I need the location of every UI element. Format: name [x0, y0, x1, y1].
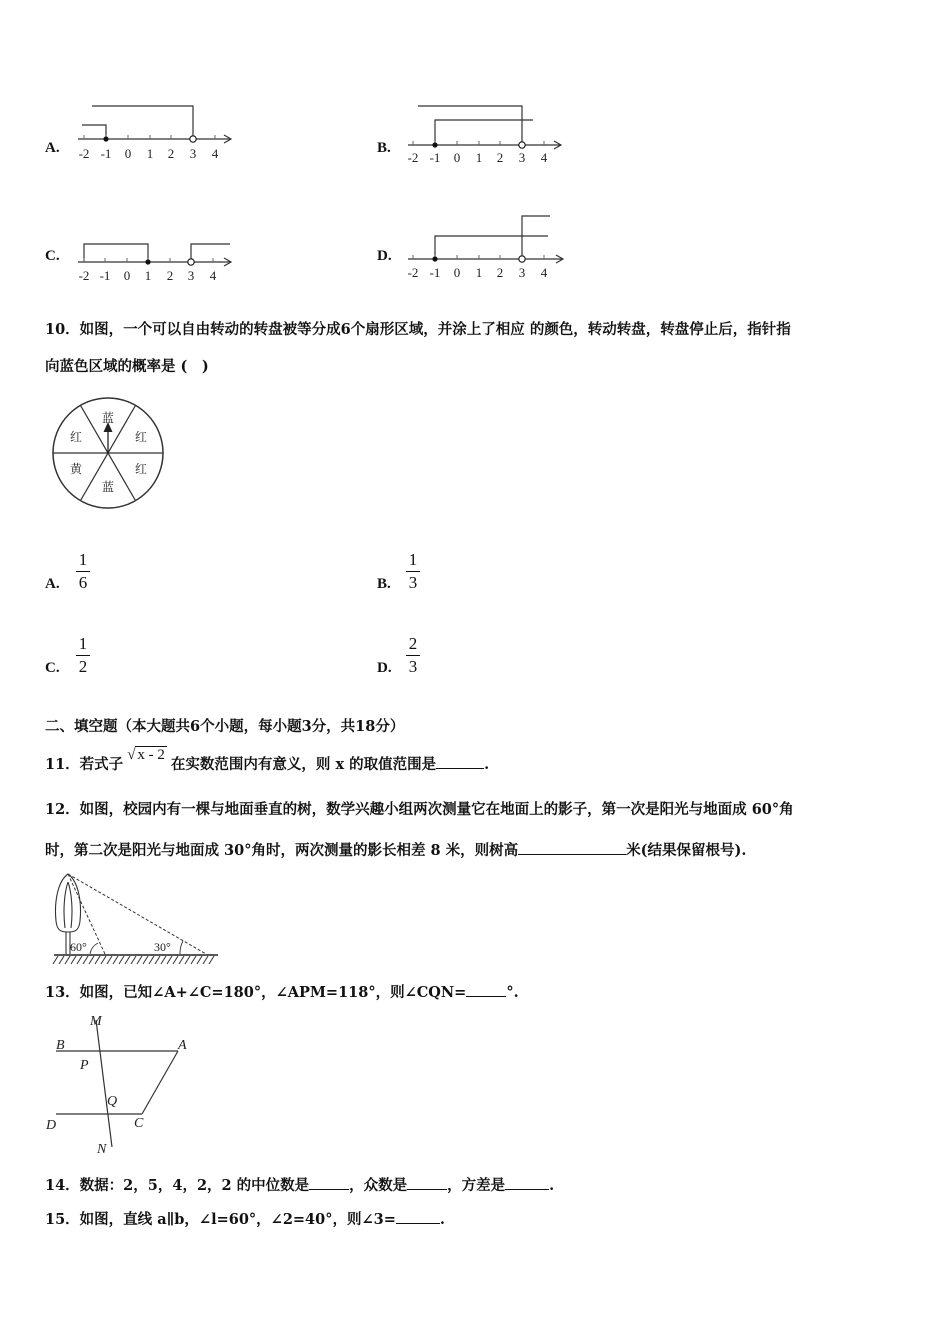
ground-hatch-mark	[209, 956, 214, 964]
point-label-c: C	[134, 1116, 144, 1131]
answer-blank-median[interactable]	[309, 1175, 349, 1190]
tick-label: 4	[540, 150, 548, 165]
tree-shadow-figure	[48, 866, 223, 970]
q13	[45, 982, 519, 1003]
point-label-n: N	[97, 1142, 107, 1157]
answer-blank[interactable]	[466, 982, 506, 997]
tick-label: -1	[429, 150, 441, 165]
tick-label: 2	[496, 150, 504, 165]
ground-hatch-mark	[161, 956, 166, 964]
number-line-c	[70, 232, 240, 290]
option-b-label: B.	[377, 140, 391, 156]
ground-hatch-mark	[89, 956, 94, 964]
angle-label-60: 60°	[70, 940, 87, 954]
q10-option-c-label: C.	[45, 660, 60, 676]
q10-option-d-fraction	[405, 634, 421, 677]
q15-end: .	[439, 1211, 445, 1228]
option-a-label: A.	[45, 140, 60, 156]
q11-prefix: 11．若式子	[45, 756, 124, 773]
q14-text-b: ，众数是	[349, 1177, 408, 1194]
ground-hatch-mark	[167, 956, 172, 964]
fraction-denominator: 6	[78, 573, 88, 592]
ground-hatch-mark	[149, 956, 154, 964]
spinner-sector-label: 红	[69, 430, 83, 444]
option-c-label: C.	[45, 248, 60, 264]
spinner-sector-label: 黄	[69, 462, 83, 476]
q12-line2-end: 米(结果保留根号).	[626, 842, 747, 859]
q10-line1: 10．如图，一个可以自由转动的转盘被等分成6个扇形区域，并涂上了相应 的颜色，转动转盘，转盘停止后，指针指	[45, 321, 791, 338]
point-label-p: P	[80, 1058, 89, 1073]
tick-label: 0	[453, 150, 461, 165]
ground-hatch-mark	[119, 956, 124, 964]
sqrt-icon: √	[127, 747, 136, 763]
ground-hatch-mark	[131, 956, 136, 964]
tick-label: 0	[123, 268, 131, 283]
ground-hatch-mark	[113, 956, 118, 964]
tick-label: 4	[209, 268, 217, 283]
spinner-sector-label: 蓝	[101, 480, 115, 494]
spinner-sector-label: 蓝	[101, 411, 115, 425]
tick-label: 3	[187, 268, 195, 283]
tick-label: 0	[453, 265, 461, 280]
ground-hatch-mark	[179, 956, 184, 964]
point-label-a: A	[178, 1038, 187, 1053]
point-label-m: M	[90, 1014, 102, 1029]
number-line-a	[70, 98, 240, 168]
q10-option-c-fraction	[75, 634, 91, 677]
q10-option-a-fraction	[75, 550, 91, 593]
ground-hatch-mark	[95, 956, 100, 964]
q11	[45, 747, 490, 775]
ground-hatch-mark	[185, 956, 190, 964]
ground-hatch-mark	[83, 956, 88, 964]
ground-hatch-mark	[173, 956, 178, 964]
fraction-numerator: 1	[408, 550, 418, 569]
tick-label: -1	[100, 146, 112, 161]
q12-line1: 12．如图，校园内有一棵与地面垂直的树，数学兴趣小组两次测量它在地面上的影子，第一次是阳光与地面成 60°角	[45, 801, 794, 818]
ground-hatch-mark	[71, 956, 76, 964]
point-label-d: D	[46, 1118, 57, 1133]
q12-line2-text: 时，第二次是阳光与地面成 30°角时，两次测量的影长相差 8 米，则树高	[45, 842, 519, 859]
spinner-sector-label: 红	[134, 462, 148, 476]
q11-end: .	[484, 756, 490, 773]
q10-option-d-label: D.	[377, 660, 392, 676]
tick-label: 1	[146, 146, 154, 161]
tick-label: 3	[518, 150, 526, 165]
tick-label: 2	[496, 265, 504, 280]
parallel-lines-figure	[40, 1008, 210, 1158]
answer-blank[interactable]	[396, 1209, 440, 1224]
ground-hatch-mark	[53, 956, 58, 964]
q11-suffix: 在实数范围内有意义，则 x 的取值范围是	[170, 756, 437, 773]
q13-end: °.	[506, 984, 519, 1001]
tick-label: 1	[475, 150, 483, 165]
fraction-numerator: 1	[78, 550, 88, 569]
tick-label: 4	[540, 265, 548, 280]
tick-label: -2	[407, 265, 419, 280]
spinner-sector-label: 红	[134, 430, 148, 444]
ground-hatch-mark	[65, 956, 70, 964]
fraction-denominator: 2	[78, 657, 88, 676]
q15-text: 15．如图，直线 a∥b，∠l=60°，∠2=40°，则∠3=	[45, 1211, 396, 1228]
q14-end: .	[549, 1177, 555, 1194]
tick-label: -1	[99, 268, 111, 283]
ground-hatch-mark	[155, 956, 160, 964]
tick-label: -2	[78, 268, 90, 283]
sqrt-expression	[127, 745, 167, 765]
tick-label: -2	[78, 146, 90, 161]
number-line-b	[400, 98, 570, 168]
q14-text-c: ，方差是	[447, 1177, 506, 1194]
answer-blank[interactable]	[436, 754, 484, 769]
q14-text-a: 14．数据：2，5，4，2，2 的中位数是	[45, 1177, 310, 1194]
tick-label: 2	[166, 268, 174, 283]
q14	[45, 1175, 554, 1196]
ground-hatch-mark	[125, 956, 130, 964]
fraction-denominator: 3	[408, 657, 418, 676]
tick-label: 3	[518, 265, 526, 280]
angle-label-30: 30°	[154, 940, 171, 954]
q12-line2	[45, 840, 746, 861]
ground-hatch-mark	[101, 956, 106, 964]
q10-option-b-fraction	[405, 550, 421, 593]
q15	[45, 1209, 445, 1230]
option-d-label: D.	[377, 248, 392, 264]
fraction-numerator: 1	[78, 634, 88, 653]
q10-line2: 向蓝色区域的概率是 ( )	[45, 358, 209, 375]
fraction-denominator: 3	[408, 573, 418, 592]
q13-text: 13．如图，已知∠A+∠C=180°，∠APM=118°，则∠CQN=	[45, 984, 467, 1001]
tick-label: 1	[144, 268, 152, 283]
section-heading: 二、填空题（本大题共6个小题，每小题3分，共18分）	[45, 718, 405, 735]
tick-label: 4	[211, 146, 219, 161]
tick-label: 3	[189, 146, 197, 161]
answer-blank-variance[interactable]	[505, 1175, 549, 1190]
answer-blank-mode[interactable]	[407, 1175, 447, 1190]
ground-hatch-mark	[137, 956, 142, 964]
tick-label: -2	[407, 150, 419, 165]
sqrt-radicand: x - 2	[137, 747, 165, 763]
ground-hatch-mark	[77, 956, 82, 964]
tick-label: 0	[124, 146, 132, 161]
answer-blank[interactable]	[518, 840, 626, 855]
ground-hatch-mark	[107, 956, 112, 964]
ground-hatch-mark	[197, 956, 202, 964]
ground-hatch-mark	[143, 956, 148, 964]
spinner-figure	[48, 396, 172, 512]
point-label-b: B	[56, 1038, 65, 1053]
tick-label: 2	[167, 146, 175, 161]
point-label-q: Q	[107, 1094, 118, 1109]
ground-hatch-mark	[191, 956, 196, 964]
number-line-d	[400, 210, 572, 290]
fraction-numerator: 2	[408, 634, 418, 653]
q10-option-b-label: B.	[377, 576, 391, 592]
tick-label: -1	[429, 265, 441, 280]
ground-hatch-mark	[203, 956, 208, 964]
tick-label: 1	[475, 265, 483, 280]
q10-option-a-label: A.	[45, 576, 60, 592]
ground-hatch-mark	[59, 956, 64, 964]
